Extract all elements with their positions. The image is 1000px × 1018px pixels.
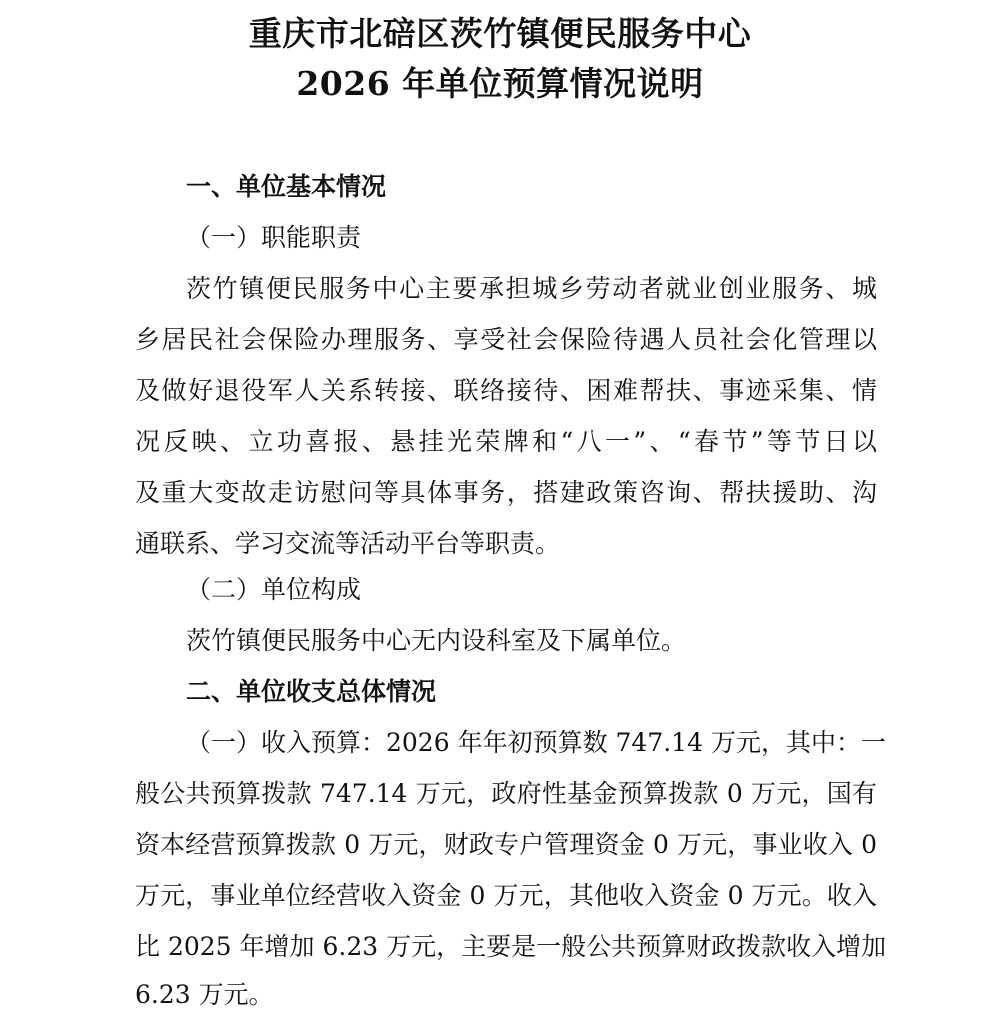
paragraph-line: 及重大变故走访慰问等具体事务，搭建政策咨询、帮扶援助、沟 <box>135 478 877 507</box>
subsection-heading-functions: （一）职能职责 <box>186 223 362 252</box>
paragraph-line: 比 2025 年增加 6.23 万元，主要是一般公共预算财政拨款收入增加 <box>135 932 887 961</box>
paragraph-line: 6.23 万元。 <box>135 980 274 1009</box>
paragraph-line: 茨竹镇便民服务中心主要承担城乡劳动者就业创业服务、城 <box>186 274 877 303</box>
paragraph-line: 茨竹镇便民服务中心无内设科室及下属单位。 <box>186 626 687 655</box>
document-title-line-1: 重庆市北碚区茨竹镇便民服务中心 <box>248 14 752 53</box>
paragraph-line: 般公共预算拨款 747.14 万元，政府性基金预算拨款 0 万元，国有 <box>135 779 877 808</box>
paragraph-line: 万元，事业单位经营收入资金 0 万元，其他收入资金 0 万元。收入 <box>135 881 877 910</box>
paragraph-line: 资本经营预算拨款 0 万元，财政专户管理资金 0 万元，事业收入 0 <box>135 830 877 859</box>
paragraph-line: 况反映、立功喜报、悬挂光荣牌和“八一”、“春节”等节日以 <box>135 427 877 456</box>
paragraph-line: （一）收入预算：2026 年年初预算数 747.14 万元，其中：一 <box>186 728 886 757</box>
paragraph-line: 通联系、学习交流等活动平台等职责。 <box>135 529 561 558</box>
paragraph-line: 乡居民社会保险办理服务、享受社会保险待遇人员社会化管理以 <box>135 325 877 354</box>
document-title-line-2: 2026 年单位预算情况说明 <box>296 64 704 103</box>
paragraph-line: 及做好退役军人关系转接、联络接待、困难帮扶、事迹采集、情 <box>135 376 877 405</box>
subsection-heading-composition: （二）单位构成 <box>186 575 362 604</box>
section-heading-basic-info: 一、单位基本情况 <box>186 172 387 201</box>
section-heading-budget-overview: 二、单位收支总体情况 <box>186 677 437 706</box>
